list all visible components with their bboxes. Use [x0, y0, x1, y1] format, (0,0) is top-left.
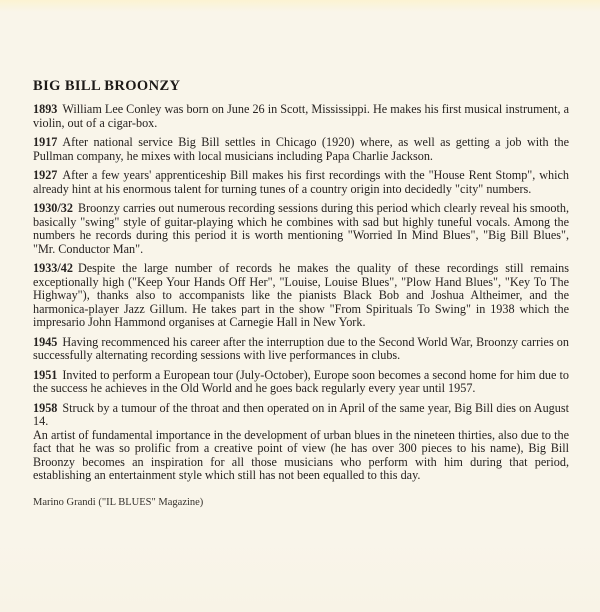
entry-year: 1951 [33, 367, 58, 382]
timeline-entry [33, 136, 569, 163]
entry-text: Invited to perform a European tour (July-October), Europe soon becomes a second home for him due to the success he achieves in the Old World and he goes back regularly every year until 1957. [33, 367, 569, 395]
page-title: BIG BILL BROONZY [33, 78, 181, 94]
entry-year: 1917 [33, 135, 58, 149]
entry-year: 1893 [33, 102, 58, 116]
entry-year: 1927 [33, 168, 58, 182]
entry-text: After national service Big Bill settles in Chicago (1920) where, as well as getting a job with the Pullman company, he mixes with local musicians including Papa Charlie Jackson. [33, 135, 569, 163]
entry-year: 1933/42 [33, 261, 73, 275]
author-credit: Marino Grandi ("IL BLUES" Magazine) [33, 496, 204, 508]
entry-text: William Lee Conley was born on June 26 in Scott, Mississippi. He makes his first musical instrument, a violin, out of a cigar-box. [33, 102, 569, 130]
entry-year: 1930/32 [33, 201, 73, 215]
closing-paragraph: An artist of fundamental importance in the development of urban blues in the nineteen thirties, also due to the fact that he was so prolific from a creative point of view (he has over 300 pieces to his name), Big Bill Broonzy becomes an inspiration for all those musicians who perform with him during that period, establishing an entertainment style which still has not been equalled to this day. [33, 427, 569, 482]
entry-text: Struck by a tumour of the throat and then operated on in April of the same year, Big Bill dies on August 14. [33, 400, 569, 428]
entry-text: Broonzy carries out numerous recording sessions during this period which clearly reveal his smooth, basically "swing" style of guitar-playing which he combines with sad but highly tuneful vocals. Among the numbers he records during this period it is worth mentioning "Worried In Mind Blues", "Big Bill Blues", "Mr. Conductor Man". [33, 201, 569, 256]
timeline-entry [33, 103, 569, 130]
entry-year: 1945 [33, 334, 58, 349]
entry-text: Despite the large number of records he makes the quality of these recordings still remains exceptionally high ("Keep Your Hands Off Her", "Louise, Louise Blues", "Plow Hand Blues", "Key To The Highway"), thanks also to accompanists like the pianists Black Bob and Joshua Altheimer, and the harmonica-player Jazz Gillum. He takes part in the show "From Spirituals To Swing" in 1938 which the impresario John Hammond organises at Carnegie Hall in New York. [33, 261, 569, 329]
timeline-entry [33, 336, 569, 363]
timeline-entry [33, 369, 569, 396]
timeline-entry [33, 202, 569, 256]
timeline-entry [33, 169, 569, 196]
entry-year: 1958 [33, 400, 58, 415]
entry-text: After a few years' apprenticeship Bill makes his first recordings with the "House Rent Stomp", which already hint at his enormous talent for turning tunes of a country origin into decidedly "city" numbers. [33, 168, 569, 196]
entry-text: Having recommenced his career after the interruption due to the Second World War, Broonzy carries on successfully alternating recording sessions with live performances in clubs. [33, 334, 569, 362]
timeline-entry [33, 262, 569, 330]
timeline-entry [33, 402, 569, 429]
